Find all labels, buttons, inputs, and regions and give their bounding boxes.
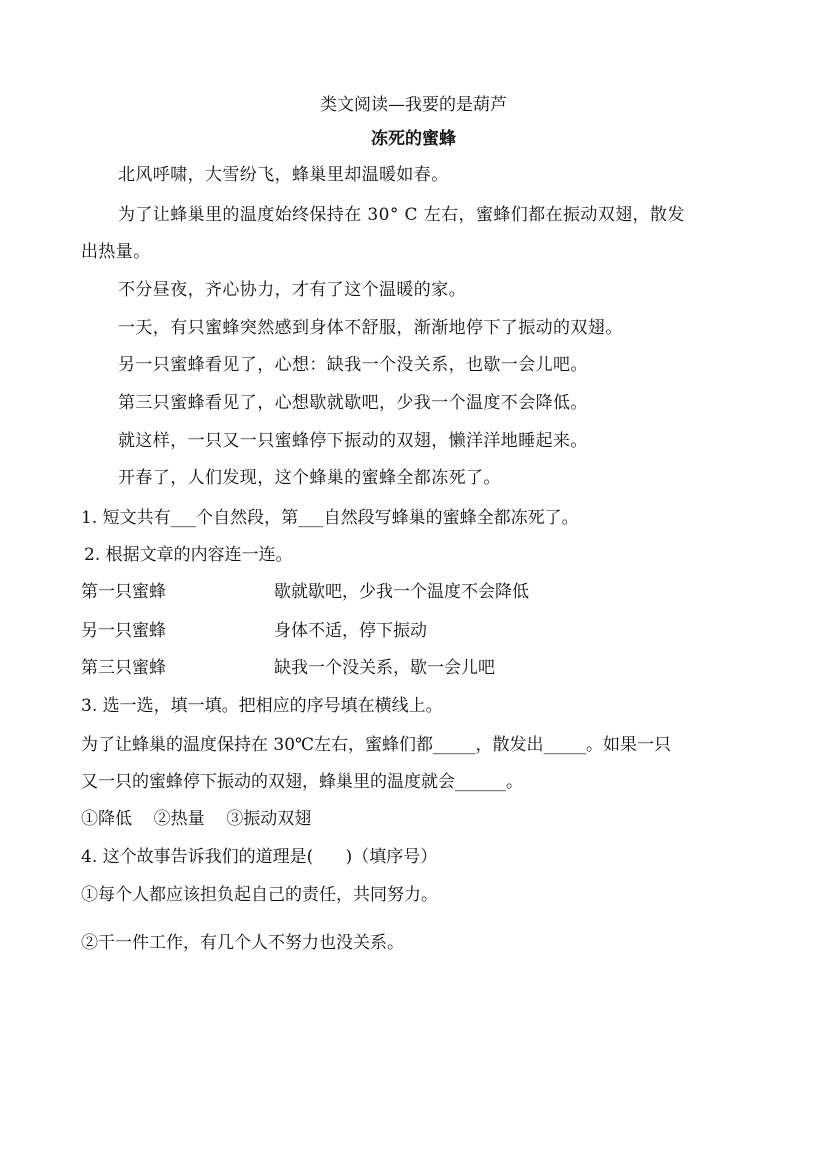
story-paragraph-3: 不分昼夜，齐心协力，才有了这个温暖的家。 xyxy=(118,280,466,300)
question-3-options: ①降低 ②热量 ③振动双翅 xyxy=(81,809,312,829)
match-right-item: 身体不适，停下振动 xyxy=(274,621,427,641)
question-2: 2. 根据文章的内容连一连。 xyxy=(84,545,293,565)
question-4: 4. 这个故事告诉我们的道理是( )（填序号） xyxy=(81,847,438,867)
story-paragraph-1: 北风呼啸，大雪纷飞，蜂巢里却温暖如春。 xyxy=(118,165,449,185)
match-right-item: 缺我一个没关系，歇一会儿吧 xyxy=(274,658,495,678)
question-3: 3. 选一选，填一填。把相应的序号填在横线上。 xyxy=(81,696,443,716)
question-3-line-2: 又一只的蜜蜂停下振动的双翅，蜂巢里的温度就会______。 xyxy=(81,772,523,792)
match-right-item: 歇就歇吧，少我一个温度不会降低 xyxy=(274,582,529,602)
story-paragraph-5: 另一只蜜蜂看见了，心想：缺我一个没关系，也歇一会儿吧。 xyxy=(118,355,588,375)
story-paragraph-7: 就这样，一只又一只蜜蜂停下振动的双翅，懒洋洋地睡起来。 xyxy=(118,431,588,451)
question-4-option-1: ①每个人都应该担负起自己的责任，共同努力。 xyxy=(81,885,438,905)
match-left-item: 第一只蜜蜂 xyxy=(81,582,166,602)
story-paragraph-6: 第三只蜜蜂看见了，心想歇就歇吧，少我一个温度不会降低。 xyxy=(118,393,588,413)
question-1: 1. 短文共有___个自然段，第___自然段写蜂巢的蜜蜂全都冻死了。 xyxy=(81,508,579,528)
question-4-option-2: ②干一件工作，有几个人不努力也没关系。 xyxy=(81,933,404,953)
story-paragraph-8: 开春了，人们发现，这个蜂巢的蜜蜂全都冻死了。 xyxy=(118,468,501,488)
page-title: 类文阅读—我要的是葫芦 xyxy=(320,95,507,115)
match-left-item: 另一只蜜蜂 xyxy=(81,621,166,641)
story-title: 冻死的蜜蜂 xyxy=(371,129,456,149)
story-paragraph-2-line-1: 为了让蜂巢里的温度始终保持在 30° C 左右，蜜蜂们都在振动双翅，散发 xyxy=(118,205,685,225)
story-paragraph-2-line-2: 出热量。 xyxy=(81,242,151,262)
match-left-item: 第三只蜜蜂 xyxy=(81,658,166,678)
question-3-line-1: 为了让蜂巢的温度保持在 30℃左右，蜜蜂们都_____，散发出_____。如果一只 xyxy=(81,735,672,755)
story-paragraph-4: 一天，有只蜜蜂突然感到身体不舒服，渐渐地停下了振动的双翅。 xyxy=(118,318,623,338)
